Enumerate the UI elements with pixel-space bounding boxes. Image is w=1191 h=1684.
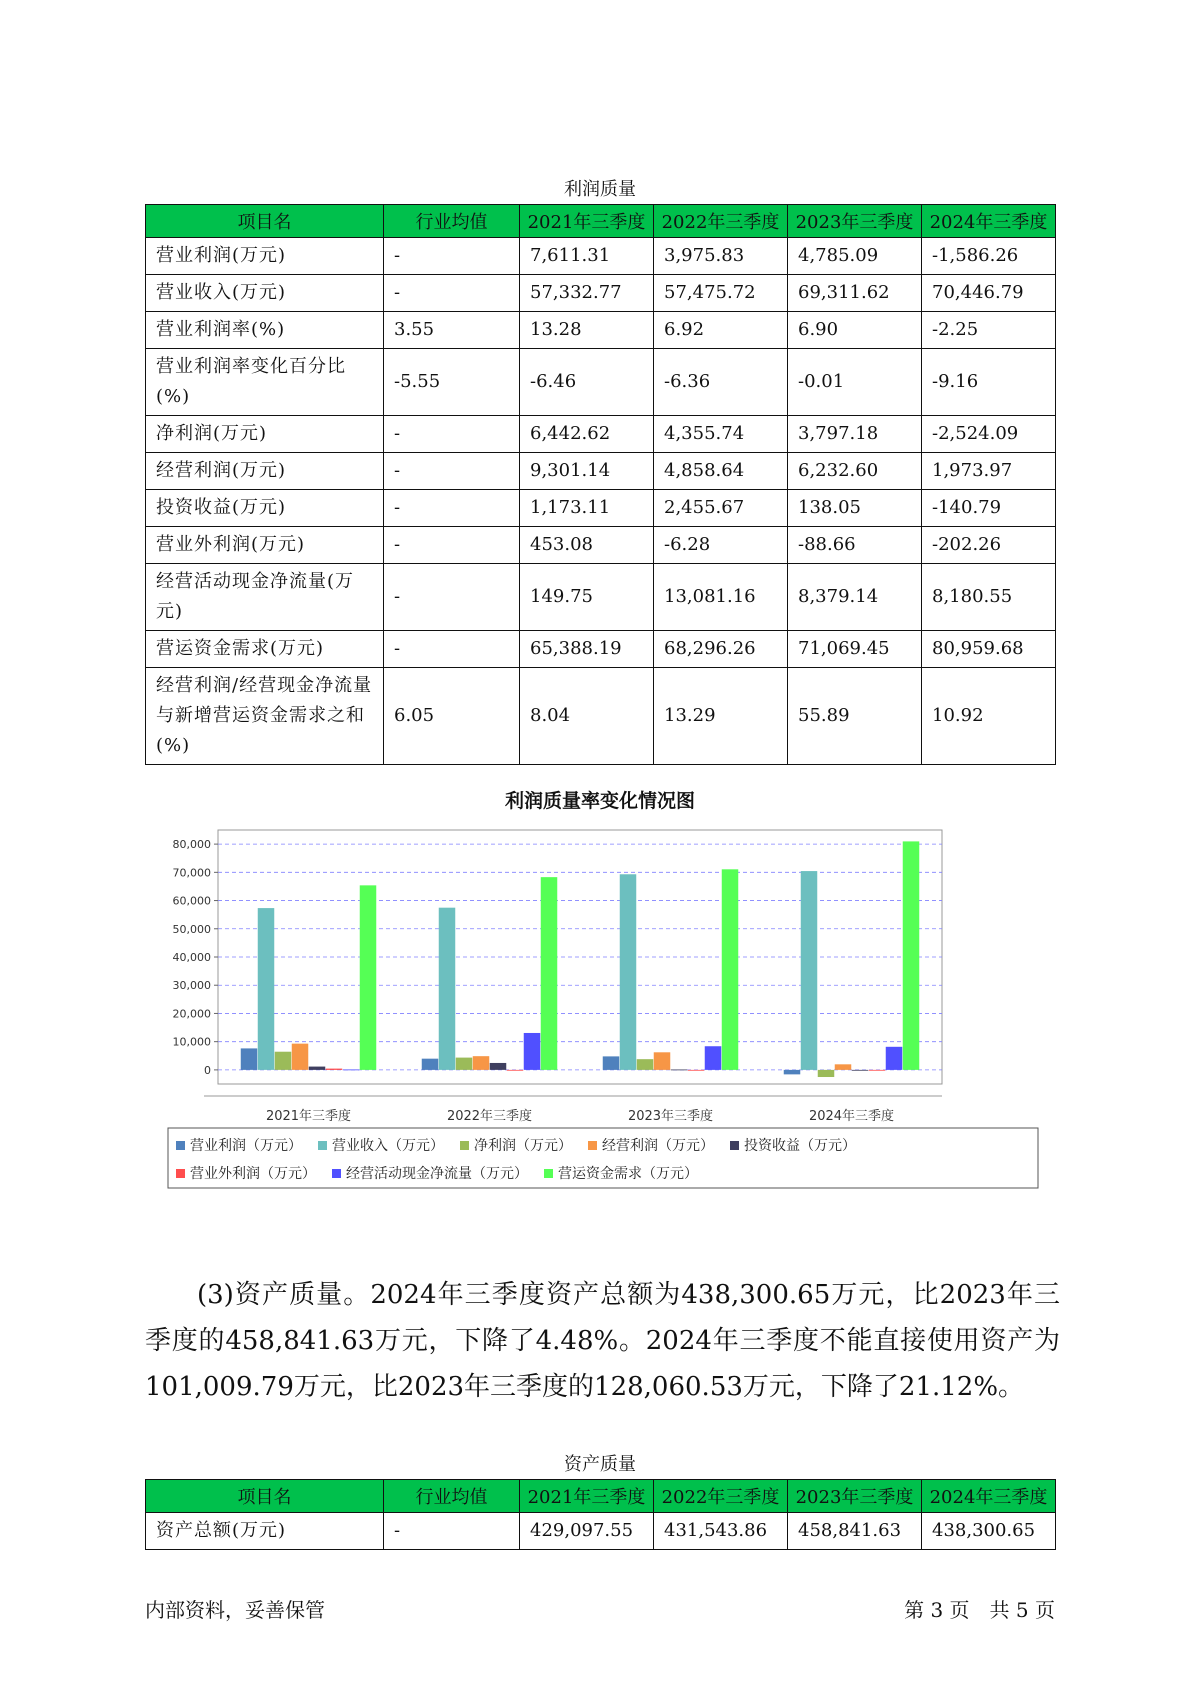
bar	[258, 908, 275, 1070]
table-cell: 80,959.68	[922, 631, 1056, 668]
table-cell: -1,586.26	[922, 238, 1056, 275]
table-cell: 429,097.55	[520, 1513, 654, 1550]
table-cell: 6,442.62	[520, 416, 654, 453]
table-cell: 458,841.63	[788, 1513, 922, 1550]
row-label: 经营利润(万元)	[146, 453, 384, 490]
table-cell: 68,296.26	[654, 631, 788, 668]
legend-label: 营运资金需求（万元）	[558, 1166, 698, 1182]
column-header: 2021年三季度	[520, 1480, 654, 1513]
bar	[507, 1070, 524, 1071]
row-label: 净利润(万元)	[146, 416, 384, 453]
bar	[818, 1070, 835, 1077]
table-row	[146, 490, 1056, 527]
table-cell: -	[384, 453, 520, 490]
bar	[343, 1069, 360, 1070]
asset-quality-paragraph: (3)资产质量。2024年三季度资产总额为438,300.65万元，比2023年三季度的458,841.63万元，下降了4.48%。2024年三季度不能直接使用资产为101,009.79万元，比2023年三季度的128,060.53万元，下降了21.12%。	[145, 1280, 1060, 1402]
legend-label: 净利润（万元）	[474, 1138, 572, 1154]
table-cell: -	[384, 490, 520, 527]
legend-swatch	[588, 1141, 597, 1150]
table-cell: -9.16	[922, 349, 1056, 416]
table-cell: 13,081.16	[654, 564, 788, 631]
y-tick-label: 20,000	[172, 1007, 211, 1021]
table-cell: 438,300.65	[922, 1513, 1056, 1550]
row-label: 营业收入(万元)	[146, 275, 384, 312]
legend-label: 经营利润（万元）	[602, 1138, 714, 1154]
table-cell: 3,975.83	[654, 238, 788, 275]
y-tick-label: 70,000	[172, 866, 211, 880]
table-cell: 57,332.77	[520, 275, 654, 312]
table-cell: -202.26	[922, 527, 1056, 564]
asset-table-caption: 资产质量	[564, 1454, 636, 1475]
row-label: 经营活动现金净流量(万元)	[146, 564, 384, 631]
legend-swatch	[460, 1141, 469, 1150]
table-cell: -0.01	[788, 349, 922, 416]
footer-confidential-note: 内部资料，妥善保管	[145, 1598, 325, 1622]
table-cell: -	[384, 275, 520, 312]
column-header: 项目名	[146, 205, 384, 238]
column-header: 2023年三季度	[788, 1480, 922, 1513]
table-cell: 2,455.67	[654, 490, 788, 527]
table-cell: -	[384, 416, 520, 453]
bar	[852, 1070, 869, 1071]
column-header: 2021年三季度	[520, 205, 654, 238]
x-tick-label: 2023年三季度	[627, 1109, 714, 1124]
column-header: 2024年三季度	[922, 205, 1056, 238]
bar	[801, 871, 818, 1070]
table-row	[146, 275, 1056, 312]
legend-swatch	[730, 1141, 739, 1150]
bar	[241, 1048, 258, 1069]
row-label: 经营利润/经营现金净流量与新增营运资金需求之和(%)	[146, 668, 384, 765]
column-header: 2022年三季度	[654, 205, 788, 238]
table-row	[146, 312, 1056, 349]
x-tick-label: 2022年三季度	[446, 1109, 533, 1124]
table-row	[146, 1513, 1056, 1550]
table-cell: 57,475.72	[654, 275, 788, 312]
table-cell: 149.75	[520, 564, 654, 631]
y-tick-label: 0	[204, 1063, 211, 1077]
table-cell: 9,301.14	[520, 453, 654, 490]
column-header: 2024年三季度	[922, 1480, 1056, 1513]
table-cell: -6.46	[520, 349, 654, 416]
table-header-row	[146, 1480, 1056, 1513]
table-row	[146, 527, 1056, 564]
legend-swatch	[176, 1141, 185, 1150]
table-header-row	[146, 205, 1056, 238]
bar	[886, 1047, 903, 1070]
bar	[835, 1064, 852, 1070]
bar	[637, 1059, 654, 1070]
bar	[722, 869, 739, 1070]
table-cell: -5.55	[384, 349, 520, 416]
footer-page-number: 第 3 页 共 5 页	[904, 1598, 1055, 1622]
table-cell: 453.08	[520, 527, 654, 564]
legend-label: 投资收益（万元）	[744, 1138, 856, 1154]
y-tick-label: 80,000	[172, 838, 211, 852]
table-row	[146, 631, 1056, 668]
table-cell: 4,858.64	[654, 453, 788, 490]
table-cell: -88.66	[788, 527, 922, 564]
table-cell: -	[384, 631, 520, 668]
bar	[688, 1070, 705, 1071]
bar	[456, 1058, 473, 1070]
table-row	[146, 453, 1056, 490]
legend-label: 营业利润（万元）	[190, 1138, 302, 1154]
asset-quality-table	[145, 1479, 1056, 1550]
table-cell: -	[384, 1513, 520, 1550]
table-cell: 71,069.45	[788, 631, 922, 668]
bar	[275, 1052, 292, 1070]
bar	[869, 1070, 886, 1071]
row-label: 营运资金需求(万元)	[146, 631, 384, 668]
row-label: 营业利润(万元)	[146, 238, 384, 275]
table-row	[146, 238, 1056, 275]
bar	[784, 1070, 801, 1074]
row-label: 营业外利润(万元)	[146, 527, 384, 564]
y-tick-label: 60,000	[172, 894, 211, 908]
table-cell: 3.55	[384, 312, 520, 349]
x-tick-label: 2021年三季度	[265, 1109, 352, 1124]
row-label: 营业利润率变化百分比(%)	[146, 349, 384, 416]
column-header: 项目名	[146, 1480, 384, 1513]
table-cell: -2.25	[922, 312, 1056, 349]
bar	[603, 1056, 620, 1070]
y-tick-label: 50,000	[172, 922, 211, 936]
bar	[705, 1046, 722, 1070]
profit-quality-bar-chart	[162, 820, 1047, 1240]
table-cell: 8,180.55	[922, 564, 1056, 631]
table-cell: 6.92	[654, 312, 788, 349]
table-cell: -	[384, 238, 520, 275]
table-cell: 8,379.14	[788, 564, 922, 631]
bar	[671, 1069, 688, 1070]
table-cell: 13.28	[520, 312, 654, 349]
table-cell: 1,173.11	[520, 490, 654, 527]
bar	[903, 841, 920, 1069]
y-tick-label: 30,000	[172, 979, 211, 993]
table-cell: -	[384, 527, 520, 564]
column-header: 2023年三季度	[788, 205, 922, 238]
bar	[620, 874, 637, 1070]
table-cell: 6.05	[384, 668, 520, 765]
table-cell: 431,543.86	[654, 1513, 788, 1550]
bar	[524, 1033, 541, 1070]
table-cell: 69,311.62	[788, 275, 922, 312]
legend-swatch	[544, 1169, 553, 1178]
bar	[541, 877, 558, 1070]
table-cell: -6.28	[654, 527, 788, 564]
table-cell: 8.04	[520, 668, 654, 765]
bar	[473, 1056, 490, 1070]
bar	[309, 1067, 326, 1070]
table-cell: 55.89	[788, 668, 922, 765]
table-cell: 7,611.31	[520, 238, 654, 275]
column-header: 2022年三季度	[654, 1480, 788, 1513]
table-cell: 4,785.09	[788, 238, 922, 275]
legend-swatch	[176, 1169, 185, 1178]
profit-table-caption: 利润质量	[564, 179, 636, 200]
table-cell: 70,446.79	[922, 275, 1056, 312]
bar	[654, 1052, 671, 1070]
y-tick-label: 40,000	[172, 951, 211, 964]
table-row	[146, 564, 1056, 631]
table-cell: -2,524.09	[922, 416, 1056, 453]
table-cell: 1,973.97	[922, 453, 1056, 490]
legend-label: 营业外利润（万元）	[190, 1166, 316, 1182]
bar	[422, 1059, 439, 1070]
table-cell: -140.79	[922, 490, 1056, 527]
table-cell: 4,355.74	[654, 416, 788, 453]
table-cell: 65,388.19	[520, 631, 654, 668]
table-row	[146, 416, 1056, 453]
table-cell: -	[384, 564, 520, 631]
chart-title: 利润质量率变化情况图	[504, 790, 695, 812]
profit-quality-table	[145, 204, 1056, 765]
row-label: 投资收益(万元)	[146, 490, 384, 527]
table-cell: 6,232.60	[788, 453, 922, 490]
table-cell: 6.90	[788, 312, 922, 349]
table-row	[146, 668, 1056, 765]
legend-swatch	[332, 1169, 341, 1178]
bar	[292, 1044, 309, 1070]
x-tick-label: 2024年三季度	[808, 1109, 895, 1124]
bar	[360, 885, 377, 1070]
column-header: 行业均值	[384, 205, 520, 238]
legend-label: 经营活动现金净流量（万元）	[346, 1166, 528, 1182]
legend-swatch	[318, 1141, 327, 1150]
table-row	[146, 349, 1056, 416]
table-cell: 3,797.18	[788, 416, 922, 453]
bar	[439, 908, 456, 1070]
row-label: 资产总额(万元)	[146, 1513, 384, 1550]
column-header: 行业均值	[384, 1480, 520, 1513]
y-tick-label: 10,000	[172, 1035, 211, 1049]
table-cell: 138.05	[788, 490, 922, 527]
table-cell: 13.29	[654, 668, 788, 765]
row-label: 营业利润率(%)	[146, 312, 384, 349]
legend-label: 营业收入（万元）	[332, 1138, 444, 1154]
bar	[326, 1069, 343, 1070]
bar	[490, 1063, 507, 1070]
table-cell: -6.36	[654, 349, 788, 416]
table-cell: 10.92	[922, 668, 1056, 765]
